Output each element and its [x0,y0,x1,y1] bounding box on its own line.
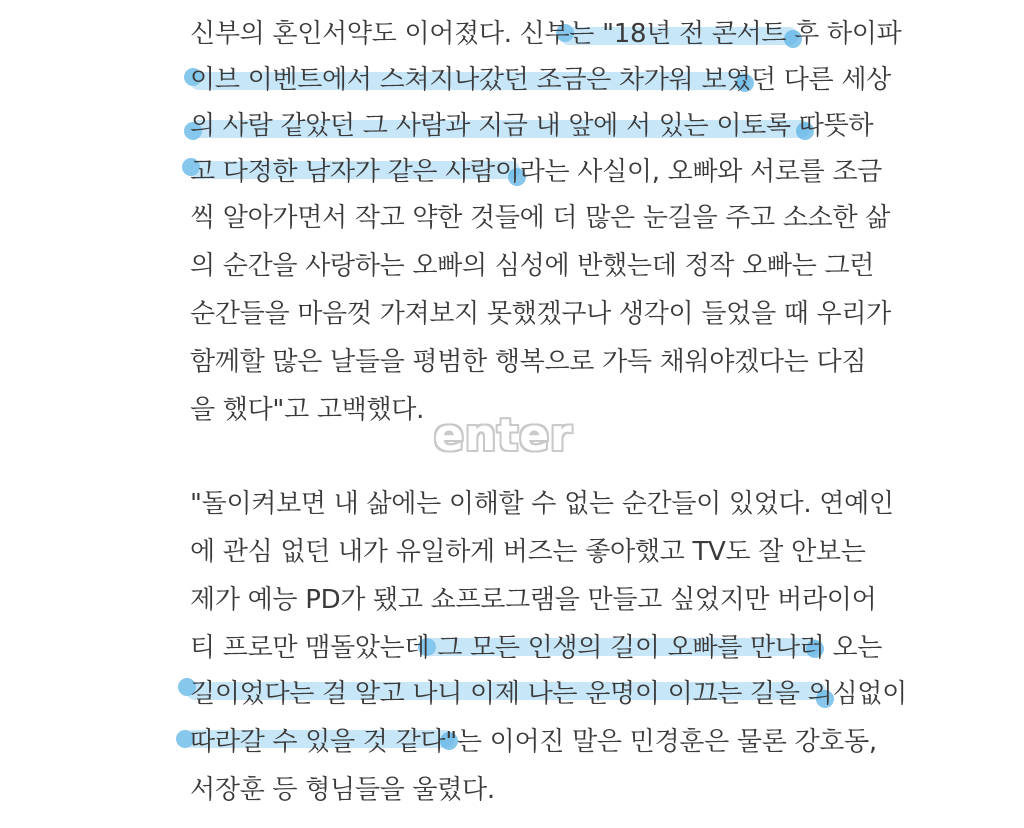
paragraph-2-line: 길이었다는 걸 알고 나니 이제 나는 운명이 이끄는 길을 의심없이 [190,679,907,709]
paragraph-2-line: "돌이켜보면 내 삶에는 이해할 수 없는 순간들이 있었다. 연예인 [190,489,894,519]
paragraph-1-line: 이브 이벤트에서 스쳐지나갔던 조금은 차가워 보였던 다른 세상 [190,65,891,95]
paragraph-1-line: 고 다정한 남자가 같은 사람이라는 사실이, 오빠와 서로를 조금 [190,157,883,187]
paragraph-2-line: 티 프로만 맴돌았는데 그 모든 인생의 길이 오빠를 만나러 오는 [190,633,883,663]
paragraph-1-line: 을 했다"고 고백했다. [190,395,425,425]
enter-watermark-logo: enter [434,410,573,461]
paragraph-1-line: 신부의 혼인서약도 이어졌다. 신부는 "18년 전 콘서트 후 하이파 [190,19,902,49]
paragraph-2-line: 따라갈 수 있을 것 같다"는 이어진 말은 민경훈은 물론 강호동, [190,727,877,757]
paragraph-1-line: 순간들을 마음껏 가져보지 못했겠구나 생각이 들었을 때 우리가 [190,299,891,329]
paragraph-2-line: 에 관심 없던 내가 유일하게 버즈는 좋아했고 TV도 잘 안보는 [190,537,866,567]
paragraph-1-line: 의 순간을 사랑하는 오빠의 심성에 반했는데 정작 오빠는 그런 [190,251,875,281]
paragraph-1-line: 의 사람 같았던 그 사람과 지금 내 앞에 서 있는 이토록 따뜻하 [190,111,874,141]
paragraph-2-line: 서장훈 등 형님들을 울렸다. [190,775,495,805]
paragraph-2-line: 제가 예능 PD가 됐고 쇼프로그램을 만들고 싶었지만 버라이어 [190,585,877,615]
paragraph-1-line: 함께할 많은 날들을 평범한 행복으로 가득 채워야겠다는 다짐 [190,347,867,377]
paragraph-1-line: 씩 알아가면서 작고 약한 것들에 더 많은 눈길을 주고 소소한 삶 [190,203,891,233]
